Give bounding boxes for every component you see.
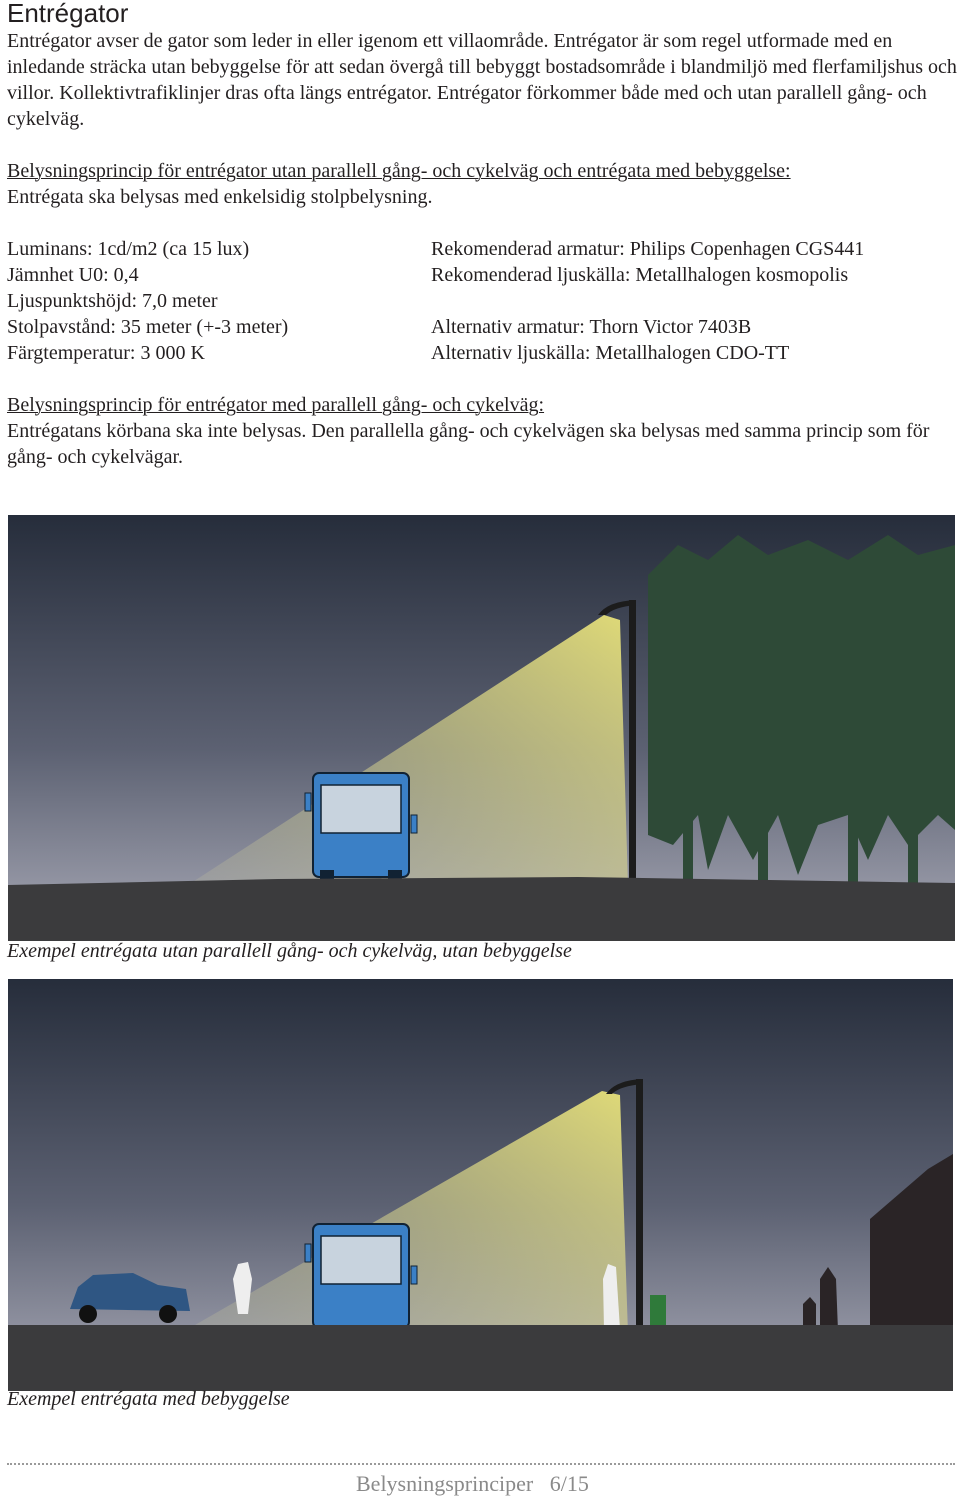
spec-alternative-lamp: Alternativ ljuskälla: Metallhalogen CDO-TT bbox=[431, 342, 790, 364]
figure1-caption: Exempel entrégata utan parallell gång- och cykelväg, utan bebyggelse bbox=[7, 940, 572, 962]
page-title: Entrégator bbox=[7, 0, 129, 28]
section1-text: Entrégata ska belysas med enkelsidig stolpbelysning. bbox=[7, 186, 433, 208]
spec-recommended-lamp: Rekomenderad ljuskälla: Metallhalogen kosmopolis bbox=[431, 264, 849, 286]
trash-bin bbox=[650, 1295, 666, 1329]
footer bbox=[356, 1471, 589, 1497]
road-ground bbox=[8, 1325, 953, 1391]
spec-spacing: Stolpavstånd: 35 meter (+-3 meter) bbox=[7, 316, 289, 338]
spec-color-temp: Färgtemperatur: 3 000 K bbox=[7, 342, 205, 364]
spec-uniformity: Jämnhet U0: 0,4 bbox=[7, 264, 139, 286]
bus bbox=[305, 773, 417, 882]
section2-heading: Belysningsprincip för entrégator med parallell gång- och cykelväg: bbox=[7, 394, 545, 416]
footer-section: Belysningsprinciper bbox=[356, 1471, 534, 1496]
section1-heading: Belysningsprincip för entrégator utan parallell gång- och cykelväg och entrégata med bebyggelse: bbox=[7, 160, 791, 182]
section2-text: Entrégatans körbana ska inte belysas. Den parallella gång- och cykelvägen ska belysas med samma princip som för gång- och cykelvägar. bbox=[7, 420, 930, 468]
section1 bbox=[7, 158, 957, 210]
spec-luminance: Luminans: 1cd/m2 (ca 15 lux) bbox=[7, 238, 250, 260]
intro-paragraph: Entrégator avser de gator som leder in eller igenom ett villaområde. Entrégator är som regel utformade med en inledande sträcka utan bebyggelse för att sedan övergå till bebyggt bostadsområde i blandmiljö med flerfamiljshus och villor. Kollektivtrafiklinjer dras ofta längs entrégator. Entrégator förkommer både med och utan parallell gång- och cykelväg. bbox=[7, 30, 957, 130]
bus bbox=[305, 1224, 417, 1328]
illustration-road-with-buildings bbox=[8, 979, 953, 1391]
section2 bbox=[7, 392, 957, 470]
road-ground bbox=[8, 877, 955, 941]
footer-divider bbox=[7, 1463, 955, 1465]
figure2-caption: Exempel entrégata med bebyggelse bbox=[7, 1388, 290, 1410]
spec-recommended-fixture: Rekomenderad armatur: Philips Copenhagen CGS441 bbox=[431, 238, 865, 260]
spec-height: Ljuspunktshöjd: 7,0 meter bbox=[7, 290, 218, 312]
page-number: 6/15 bbox=[549, 1471, 589, 1496]
illustration-road-without-buildings bbox=[8, 515, 955, 941]
spec-alternative-fixture: Alternativ armatur: Thorn Victor 7403B bbox=[431, 316, 752, 338]
